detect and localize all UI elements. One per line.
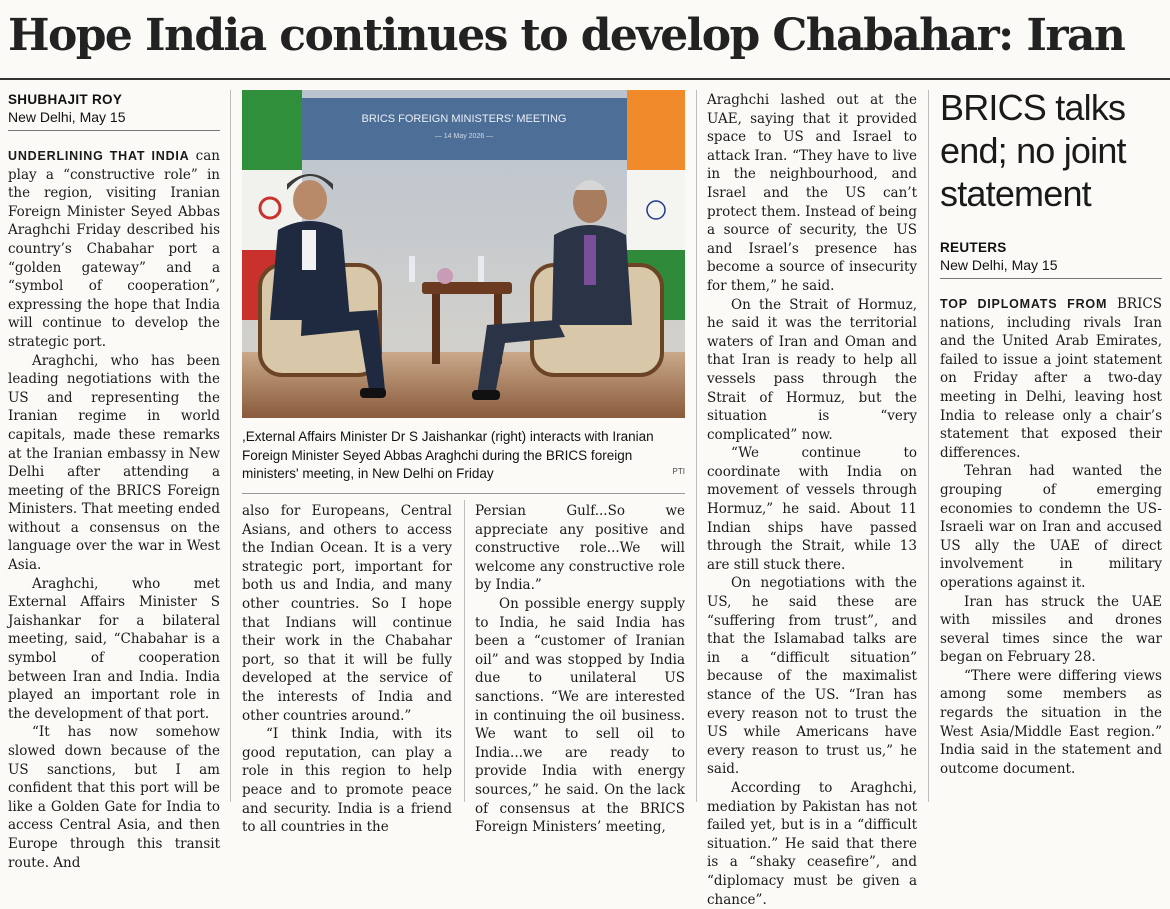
paragraph: “There were differing views among some members as regards the situation in the West Asia/Middle East region.” India said in the statement and outcome document. [940,667,1162,777]
news-photo [242,90,685,418]
paragraph: “It has now somehow slowed down because of the US sanctions, but I am confident that this port will be like a Golden Gate for India to access Central Asia, and then Europe through this transit route. And [8,724,220,871]
side-author: REUTERS [940,240,1007,255]
paragraph: “I think India, with its good reputation, can play a role in this region to help peace and to promote peace and security. India is a friend to all countries in the [242,726,452,836]
paragraph: According to Araghchi, mediation by Pakistan has not failed yet, but is in a “difficult situation.” He said that there is a “shaky ceasefire”, and “diplomacy must be given a chance”. [707,779,917,908]
paragraph: Araghchi, who met External Affairs Minister S Jaishankar for a bilateral meeting, said, “Chabahar is a symbol of cooperation between Iran and India. India played an important role in the development of that port. [8,575,220,722]
byline [8,92,220,131]
column-divider [696,90,697,802]
author-name: SHUBHAJIT ROY [8,92,123,107]
column-divider [928,90,929,802]
photo-caption [242,428,685,484]
meeting-photo-illustration [242,90,685,418]
paragraph: Iran has struck the UAE with missiles and drones several times since the war began on February 28. [940,593,1162,666]
paragraph: On the Strait of Hormuz, he said it was the territorial waters of Iran and Oman and that Iran is ready to help all vessels pass through the Strait of Hormuz, but the situation is “very complicated” now. [707,296,917,443]
side-table [422,282,512,294]
caption-rule [242,493,685,494]
dateline: New Delhi, May 15 [8,109,126,125]
column-divider [230,90,231,802]
paragraph: Araghchi lashed out at the UAE, saying that it provided space to US and Israel to attack Iran. “They have to live in the neighbourhood, and Israel and the US can’t protect them. Instead of being a source of security, the US and Israel’s presence has become a source of insecurity for them,” he said. [707,92,917,294]
paragraph: also for Europeans, Central Asians, and others to access the Indian Ocean. It is a very strategic port, important for both us and India, and many other countries. So I hope that Indians will continue their work in the Chabahar port, so that it will be fully developed at the service of the interests of India and other countries around.” [242,503,452,724]
article-column-2 [242,502,452,836]
side-story-column [940,295,1162,803]
lead-in: UNDERLINING THAT INDIA [8,149,190,163]
article-column-3 [475,502,685,836]
paragraph: UNDERLINING THAT INDIA can play a “constructive role” in the region, visiting Iranian Foreign Minister Seyed Abbas Araghchi Friday described his country’s Chabahar port a “golden gateway” and a “symbol of cooperation”, expressing the hope that India will continue to develop the strategic port. [8,148,220,350]
banner-text: BRICS FOREIGN MINISTERS' MEETING [361,113,567,125]
event-banner [292,98,637,160]
paragraph: Tehran had wanted the grouping of emerging economies to condemn the US-Israeli war on Iran and accused US ally the UAE of direct involvement in military operations against it. [940,463,1162,591]
side-dateline: New Delhi, May 15 [940,257,1058,273]
headline: Hope India continues to develop Chabahar: Iran [8,10,1125,61]
article-column-1 [8,147,220,871]
side-byline-rule [940,278,1162,279]
side-story-headline: BRICS talks end; no joint statement [940,87,1126,214]
paragraph: Araghchi, who has been leading negotiations with the US and representing the Iranian regime in world capitals, made these remarks at the Iranian embassy in New Delhi after attending a meeting of the BRICS Foreign Ministers. That meeting ended without a consensus on the language over the war in West Asia. [8,352,220,574]
paragraph: Persian Gulf...So we appreciate any positive and constructive role...We will welcome any constructive role by India.” [475,503,685,594]
photo-credit: PTI [672,467,685,476]
side-lead-in: TOP DIPLOMATS FROM [940,297,1108,311]
column-divider [464,500,465,802]
article-column-4 [707,91,917,908]
paragraph: On possible energy supply to India, he said India has been a “customer of Iranian oil” and was stopped by India due to unilateral US sanctions. “We are interested in continuing the oil business. We want to sell oil to India...we are ready to provide India with energy sources,” he said. On the lack of consensus at the BRICS Foreign Ministers’ meeting, [475,595,685,836]
headline-rule [0,78,1170,80]
banner-subtext: — 14 May 2026 — [434,133,494,140]
byline-rule [8,130,220,131]
paragraph: “We continue to coordinate with India on movement of vessels through Hormuz,” he said. About 11 Indian ships have passed through the Strait, while 13 are still stuck there. [707,445,917,573]
caption-text: ,External Affairs Minister Dr S Jaishankar (right) interacts with Iranian Foreign Minister Seyed Abbas Araghchi during the BRICS foreign ministers' meeting, in New Delhi on Friday [242,429,654,481]
paragraph: TOP DIPLOMATS FROM BRICS nations, including rivals Iran and the United Arab Emirates, failed to issue a joint statement on Friday after a two-day meeting in Delhi, leaving host India to release only a chair’s statement that exposed their differences. [940,296,1162,461]
paragraph: On negotiations with the US, he said these are “suffering from trust”, and that the Islamabad talks are in a “difficult situation” because of the maximalist stance of the US. “Iran has every reason not to trust the US while Americans have every reason to trust us,” he said. [707,575,917,778]
side-byline [940,240,1162,279]
